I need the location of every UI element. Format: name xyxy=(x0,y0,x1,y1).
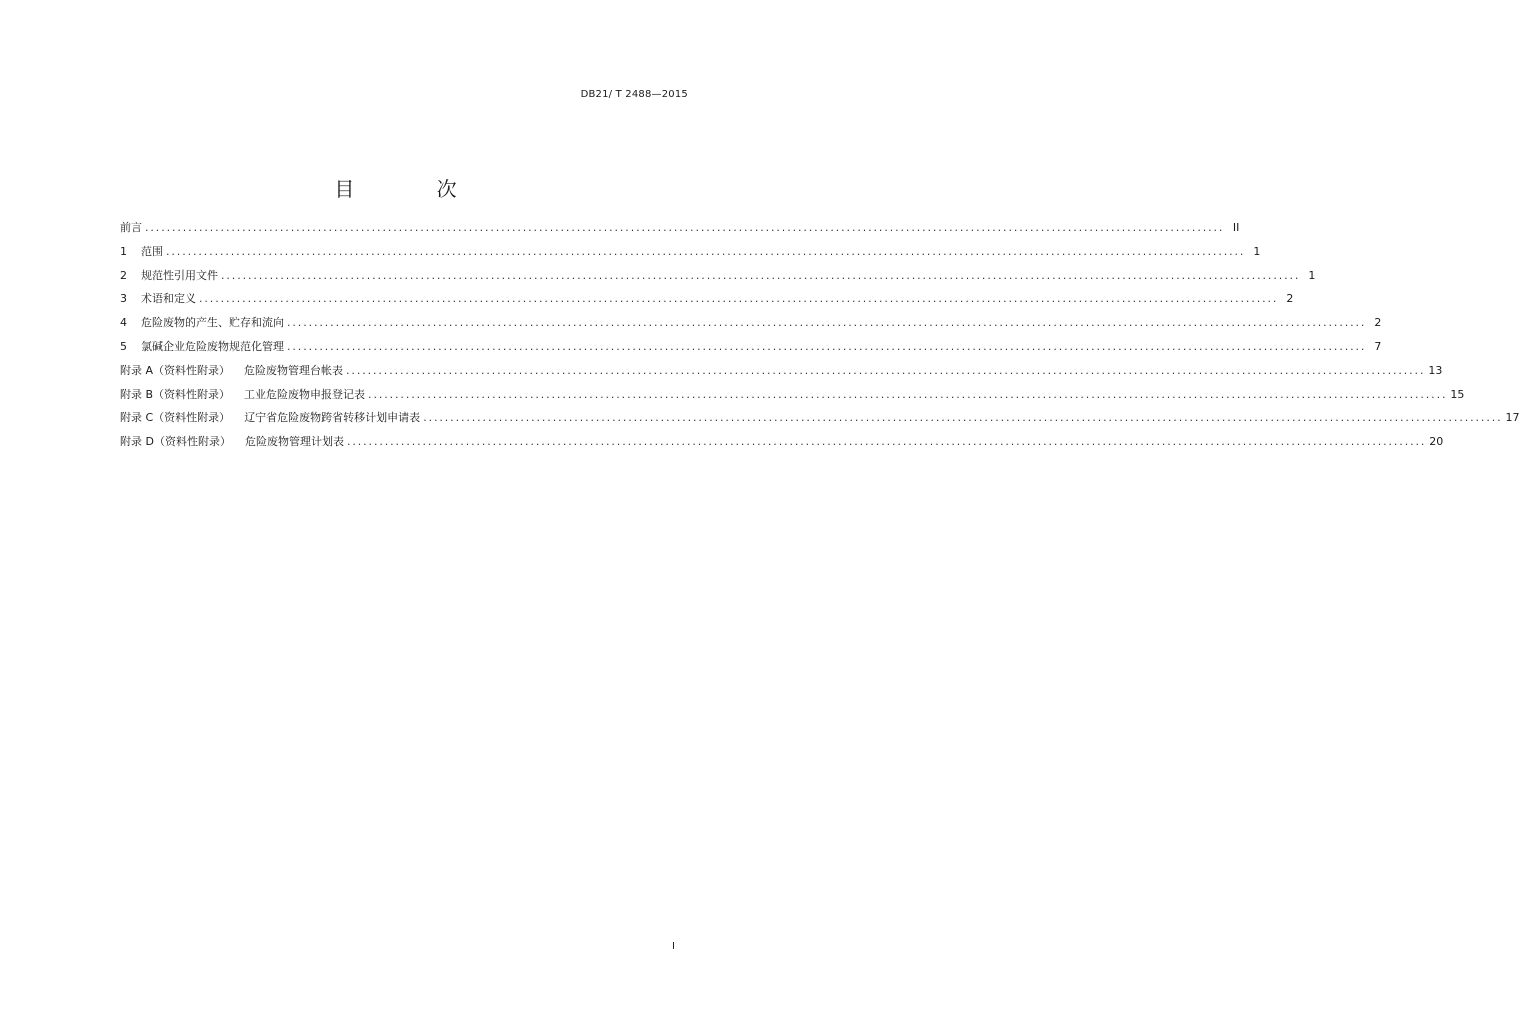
toc-entry-number: 附录 A（资料性附录） xyxy=(120,363,231,377)
toc-entry-waste-generation[interactable] xyxy=(120,315,1382,339)
toc-leader-dots: ........................................................................................................................................................................................................ xyxy=(287,316,1367,330)
toc-leader-dots: ........................................................................................................................................................................................................ xyxy=(199,292,1279,306)
table-of-contents xyxy=(120,220,1520,458)
toc-entry-number: 3 xyxy=(120,292,127,306)
toc-leader-dots: ........................................................................................................................................................................................................ xyxy=(423,411,1503,425)
toc-entry-page: 17 xyxy=(1505,411,1520,425)
toc-leader-dots: ........................................................................................................................................................................................................ xyxy=(166,244,1246,258)
toc-leader-dots: ........................................................................................................................................................................................................ xyxy=(287,339,1367,353)
toc-entry-number: 5 xyxy=(120,339,127,353)
toc-entry-label: 危险废物管理计划表 xyxy=(244,435,344,449)
page-number: I xyxy=(672,941,675,952)
toc-entry-number: 附录 B（资料性附录） xyxy=(120,387,231,401)
toc-entry-page: 2 xyxy=(1286,292,1294,306)
toc-entry-annex-d[interactable] xyxy=(120,434,1444,458)
toc-entry-annex-b[interactable] xyxy=(120,387,1465,411)
toc-entry-label: 氯碱企业危险废物规范化管理 xyxy=(141,339,284,353)
toc-entry-number: 4 xyxy=(120,316,127,330)
toc-title: 目 次 xyxy=(334,177,495,202)
toc-entry-page: 1 xyxy=(1253,244,1261,258)
toc-entry-page: 13 xyxy=(1428,363,1443,377)
toc-entry-page: 2 xyxy=(1374,316,1382,330)
toc-entry-label: 前言 xyxy=(120,221,142,234)
toc-entry-label: 工业危险废物申报登记表 xyxy=(244,387,366,401)
toc-entry-number: 附录 C（资料性附录） xyxy=(120,411,231,425)
toc-leader-dots: ........................................................................................................................................................................................................ xyxy=(221,268,1301,282)
toc-entry-waste-management[interactable] xyxy=(120,339,1382,363)
toc-entry-number: 附录 D（资料性附录） xyxy=(120,435,231,449)
toc-entry-foreword[interactable] xyxy=(120,220,1240,244)
toc-entry-label: 规范性引用文件 xyxy=(141,268,218,282)
toc-leader-dots: ........................................................................................................................................................................................................ xyxy=(346,363,1426,377)
toc-entry-label: 辽宁省危险废物跨省转移计划申请表 xyxy=(244,411,421,425)
toc-entry-terms-definitions[interactable] xyxy=(120,291,1294,315)
toc-entry-annex-c[interactable] xyxy=(120,410,1520,434)
toc-entry-label: 术语和定义 xyxy=(141,292,196,306)
toc-entry-page: 15 xyxy=(1450,387,1465,401)
toc-entry-annex-a[interactable] xyxy=(120,363,1443,387)
toc-leader-dots: ........................................................................................................................................................................................................ xyxy=(145,221,1225,234)
toc-entry-number: 2 xyxy=(120,268,127,282)
toc-leader-dots: ........................................................................................................................................................................................................ xyxy=(346,435,1427,449)
toc-entry-number: 1 xyxy=(120,244,127,258)
toc-entry-scope[interactable] xyxy=(120,244,1261,268)
toc-entry-label: 危险废物管理台帐表 xyxy=(244,363,344,377)
document-code: DB21/ T 2488—2015 xyxy=(580,89,688,100)
toc-entry-page: 7 xyxy=(1374,339,1382,353)
toc-entry-label: 范围 xyxy=(141,244,163,258)
toc-entry-normative-references[interactable] xyxy=(120,268,1316,292)
toc-leader-dots: ........................................................................................................................................................................................................ xyxy=(368,387,1448,401)
toc-entry-page: II xyxy=(1232,221,1240,234)
toc-entry-label: 危险废物的产生、贮存和流向 xyxy=(141,316,284,330)
toc-entry-page: 1 xyxy=(1308,268,1316,282)
toc-entry-page: 20 xyxy=(1429,435,1444,449)
